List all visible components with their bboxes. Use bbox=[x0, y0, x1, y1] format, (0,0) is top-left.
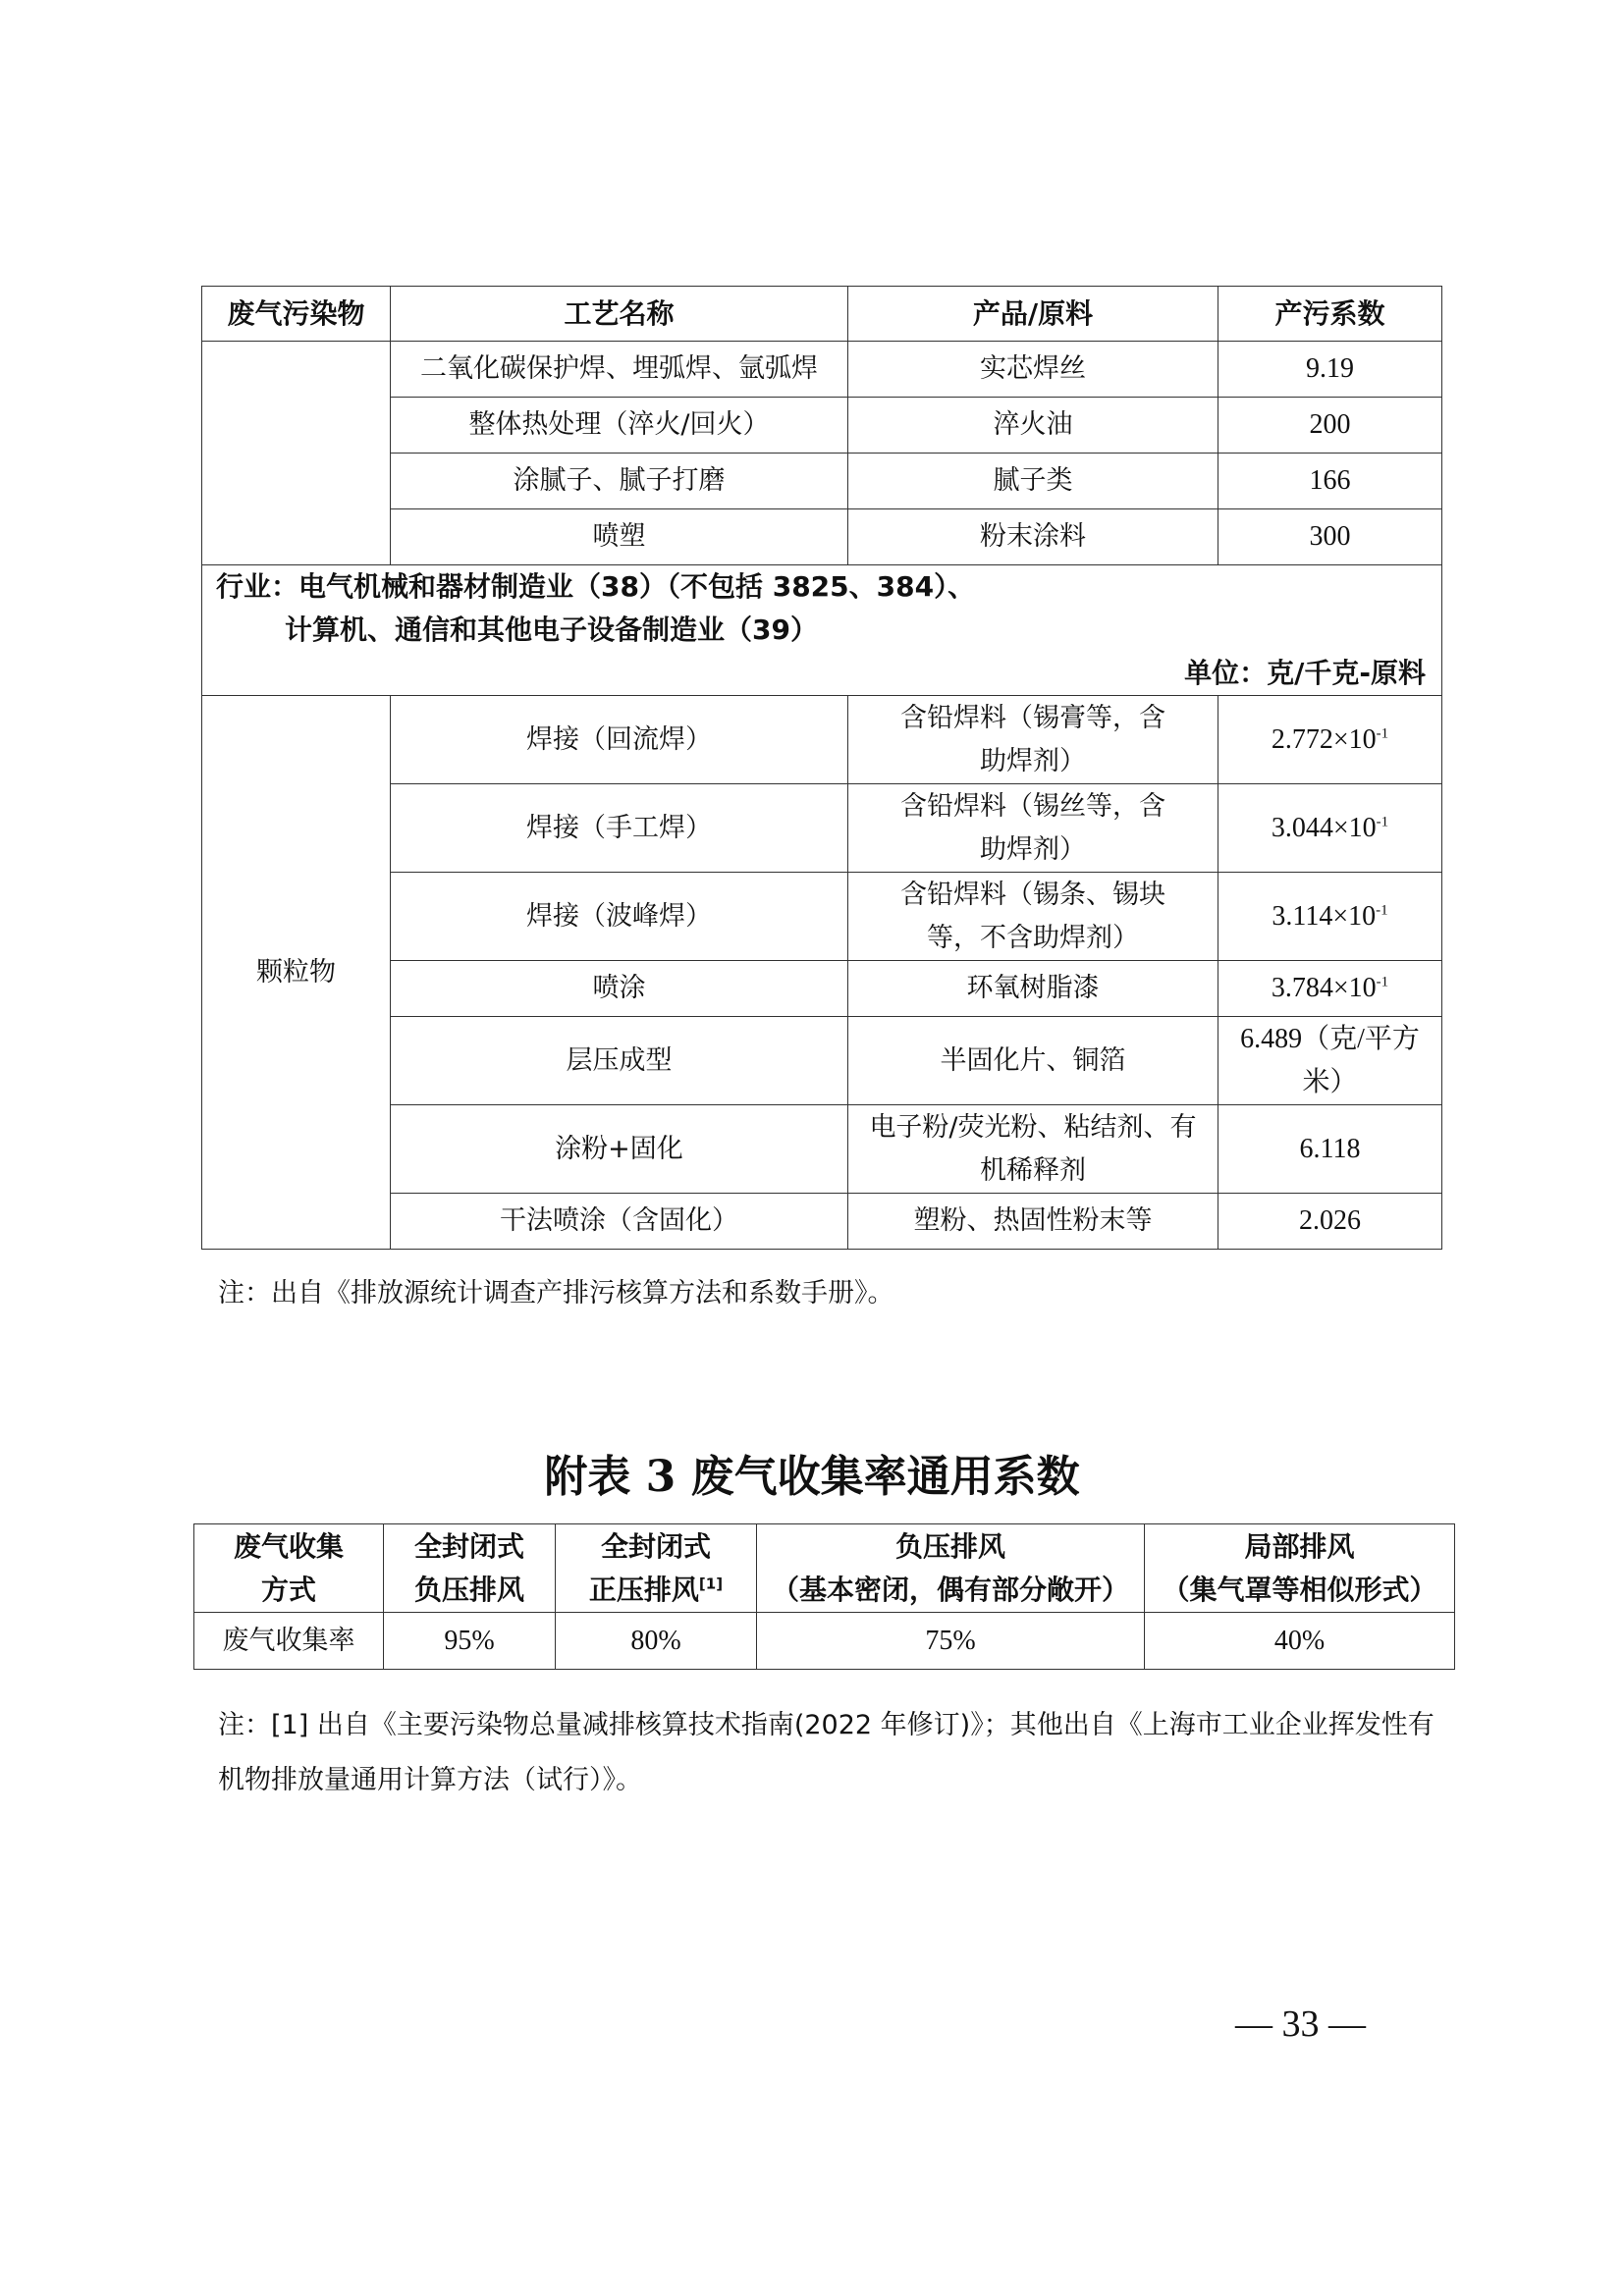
header-line-2 bbox=[562, 1569, 750, 1612]
coefficient-cell: 166 bbox=[1218, 454, 1442, 509]
pollutant-cell-empty bbox=[202, 342, 391, 565]
material-line-2: 等，不含助焊剂） bbox=[927, 922, 1139, 953]
header-line-1: 全封闭式 bbox=[600, 1529, 711, 1563]
emission-coefficient-table bbox=[201, 286, 1442, 1250]
header-collection-method bbox=[194, 1524, 384, 1613]
header-negative-exhaust bbox=[757, 1524, 1145, 1613]
coefficient-cell bbox=[1218, 873, 1442, 961]
process-cell: 喷涂 bbox=[391, 961, 848, 1017]
table-header-row bbox=[202, 287, 1442, 342]
coefficient-line-1: 6.489（克/平方 bbox=[1240, 1023, 1420, 1054]
material-cell bbox=[848, 784, 1218, 873]
table3-title: 附表 3 废气收集率通用系数 bbox=[544, 1452, 1080, 1502]
process-cell: 涂腻子、腻子打磨 bbox=[391, 454, 848, 509]
coefficient-exponent: -1 bbox=[1376, 725, 1389, 742]
table-header-row bbox=[194, 1524, 1455, 1613]
header-line-1: 负压排风 bbox=[894, 1529, 1005, 1563]
table-row bbox=[202, 342, 1442, 398]
process-cell: 整体热处理（淬火/回火） bbox=[391, 398, 848, 454]
header-line-1: 全封闭式 bbox=[413, 1529, 524, 1563]
header-line-2: （集气罩等相似形式） bbox=[1162, 1573, 1437, 1606]
material-line-1: 含铅焊料（锡丝等，含 bbox=[900, 790, 1165, 822]
table-row bbox=[194, 1613, 1455, 1670]
process-cell: 焊接（手工焊） bbox=[391, 784, 848, 873]
coefficient-cell bbox=[1218, 784, 1442, 873]
collection-rate-table bbox=[193, 1523, 1455, 1670]
table3-note: 注：[1] 出自《主要污染物总量减排核算技术指南(2022 年修订)》；其他出自《上海市工业企业挥发性有机物排放量通用计算方法（试行）》。 bbox=[218, 1710, 1435, 1795]
coefficient-cell: 200 bbox=[1218, 398, 1442, 454]
process-cell: 涂粉+固化 bbox=[391, 1105, 848, 1194]
process-cell: 焊接（波峰焊） bbox=[391, 873, 848, 961]
header-process: 工艺名称 bbox=[391, 287, 848, 342]
header-closed-positive bbox=[556, 1524, 757, 1613]
coefficient-base: 3.114×10 bbox=[1272, 900, 1377, 932]
coefficient-cell bbox=[1218, 961, 1442, 1017]
header-line-1: 废气收集 bbox=[233, 1529, 344, 1563]
coefficient-exponent: -1 bbox=[1376, 814, 1389, 830]
rate-cell: 75% bbox=[757, 1613, 1145, 1670]
page-number: — 33 — bbox=[1235, 2003, 1366, 2045]
material-cell: 塑粉、热固性粉末等 bbox=[848, 1194, 1218, 1250]
industry-line-2: 计算机、通信和其他电子设备制造业（39） bbox=[285, 614, 818, 646]
material-cell: 腻子类 bbox=[848, 454, 1218, 509]
header-pollutant: 废气污染物 bbox=[202, 287, 391, 342]
coefficient-cell bbox=[1218, 1017, 1442, 1105]
table-row bbox=[202, 696, 1442, 784]
rate-cell: 40% bbox=[1145, 1613, 1455, 1670]
material-cell: 环氧树脂漆 bbox=[848, 961, 1218, 1017]
header-local-exhaust bbox=[1145, 1524, 1455, 1613]
header-line-2: 负压排风 bbox=[413, 1573, 524, 1606]
process-cell: 干法喷涂（含固化） bbox=[391, 1194, 848, 1250]
rate-cell: 95% bbox=[384, 1613, 556, 1670]
material-cell: 半固化片、铜箔 bbox=[848, 1017, 1218, 1105]
material-cell bbox=[848, 696, 1218, 784]
table1-note: 注：出自《排放源统计调查产排污核算方法和系数手册》。 bbox=[218, 1278, 894, 1308]
rate-cell: 80% bbox=[556, 1613, 757, 1670]
header-closed-negative bbox=[384, 1524, 556, 1613]
material-line-2: 机稀释剂 bbox=[980, 1154, 1086, 1186]
material-line-2: 助焊剂） bbox=[980, 833, 1086, 865]
header-material: 产品/原料 bbox=[848, 287, 1218, 342]
header-line-2: 方式 bbox=[260, 1573, 316, 1606]
process-cell: 焊接（回流焊） bbox=[391, 696, 848, 784]
material-line-1: 含铅焊料（锡膏等，含 bbox=[900, 702, 1165, 733]
header-coefficient: 产污系数 bbox=[1218, 287, 1442, 342]
process-cell: 二氧化碳保护焊、埋弧焊、氩弧焊 bbox=[391, 342, 848, 398]
header-line-1: 局部排风 bbox=[1244, 1529, 1355, 1563]
coefficient-line-2: 米） bbox=[1302, 1066, 1358, 1097]
coefficient-cell bbox=[1218, 696, 1442, 784]
coefficient-exponent: -1 bbox=[1376, 974, 1389, 990]
footnote-ref: [1] bbox=[698, 1575, 724, 1593]
material-cell: 淬火油 bbox=[848, 398, 1218, 454]
process-cell: 层压成型 bbox=[391, 1017, 848, 1105]
unit-label: 单位：克/千克-原料 bbox=[1184, 657, 1426, 689]
coefficient-cell: 9.19 bbox=[1218, 342, 1442, 398]
material-cell: 实芯焊丝 bbox=[848, 342, 1218, 398]
coefficient-exponent: -1 bbox=[1376, 902, 1388, 919]
coefficient-cell: 300 bbox=[1218, 509, 1442, 565]
material-cell: 粉末涂料 bbox=[848, 509, 1218, 565]
material-cell bbox=[848, 873, 1218, 961]
coefficient-cell: 6.118 bbox=[1218, 1105, 1442, 1194]
process-cell: 喷塑 bbox=[391, 509, 848, 565]
header-line-2: （基本密闭，偶有部分敞开） bbox=[771, 1573, 1129, 1606]
industry-line-1: 行业：电气机械和器材制造业（38）（不包括 3825、384）、 bbox=[216, 570, 976, 603]
coefficient-base: 3.044×10 bbox=[1271, 812, 1377, 843]
coefficient-base: 2.772×10 bbox=[1271, 723, 1377, 755]
header-line-2-text: 正压排风 bbox=[588, 1573, 699, 1606]
material-line-2: 助焊剂） bbox=[980, 745, 1086, 776]
coefficient-cell: 2.026 bbox=[1218, 1194, 1442, 1250]
industry-row bbox=[202, 565, 1442, 696]
material-line-1: 含铅焊料（锡条、锡块 bbox=[900, 879, 1165, 910]
industry-cell bbox=[202, 565, 1442, 696]
pollutant-cell: 颗粒物 bbox=[202, 696, 391, 1250]
row-label: 废气收集率 bbox=[194, 1613, 384, 1670]
coefficient-base: 3.784×10 bbox=[1271, 973, 1377, 1003]
material-line-1: 电子粉/荧光粉、粘结剂、有 bbox=[869, 1111, 1197, 1143]
material-cell bbox=[848, 1105, 1218, 1194]
